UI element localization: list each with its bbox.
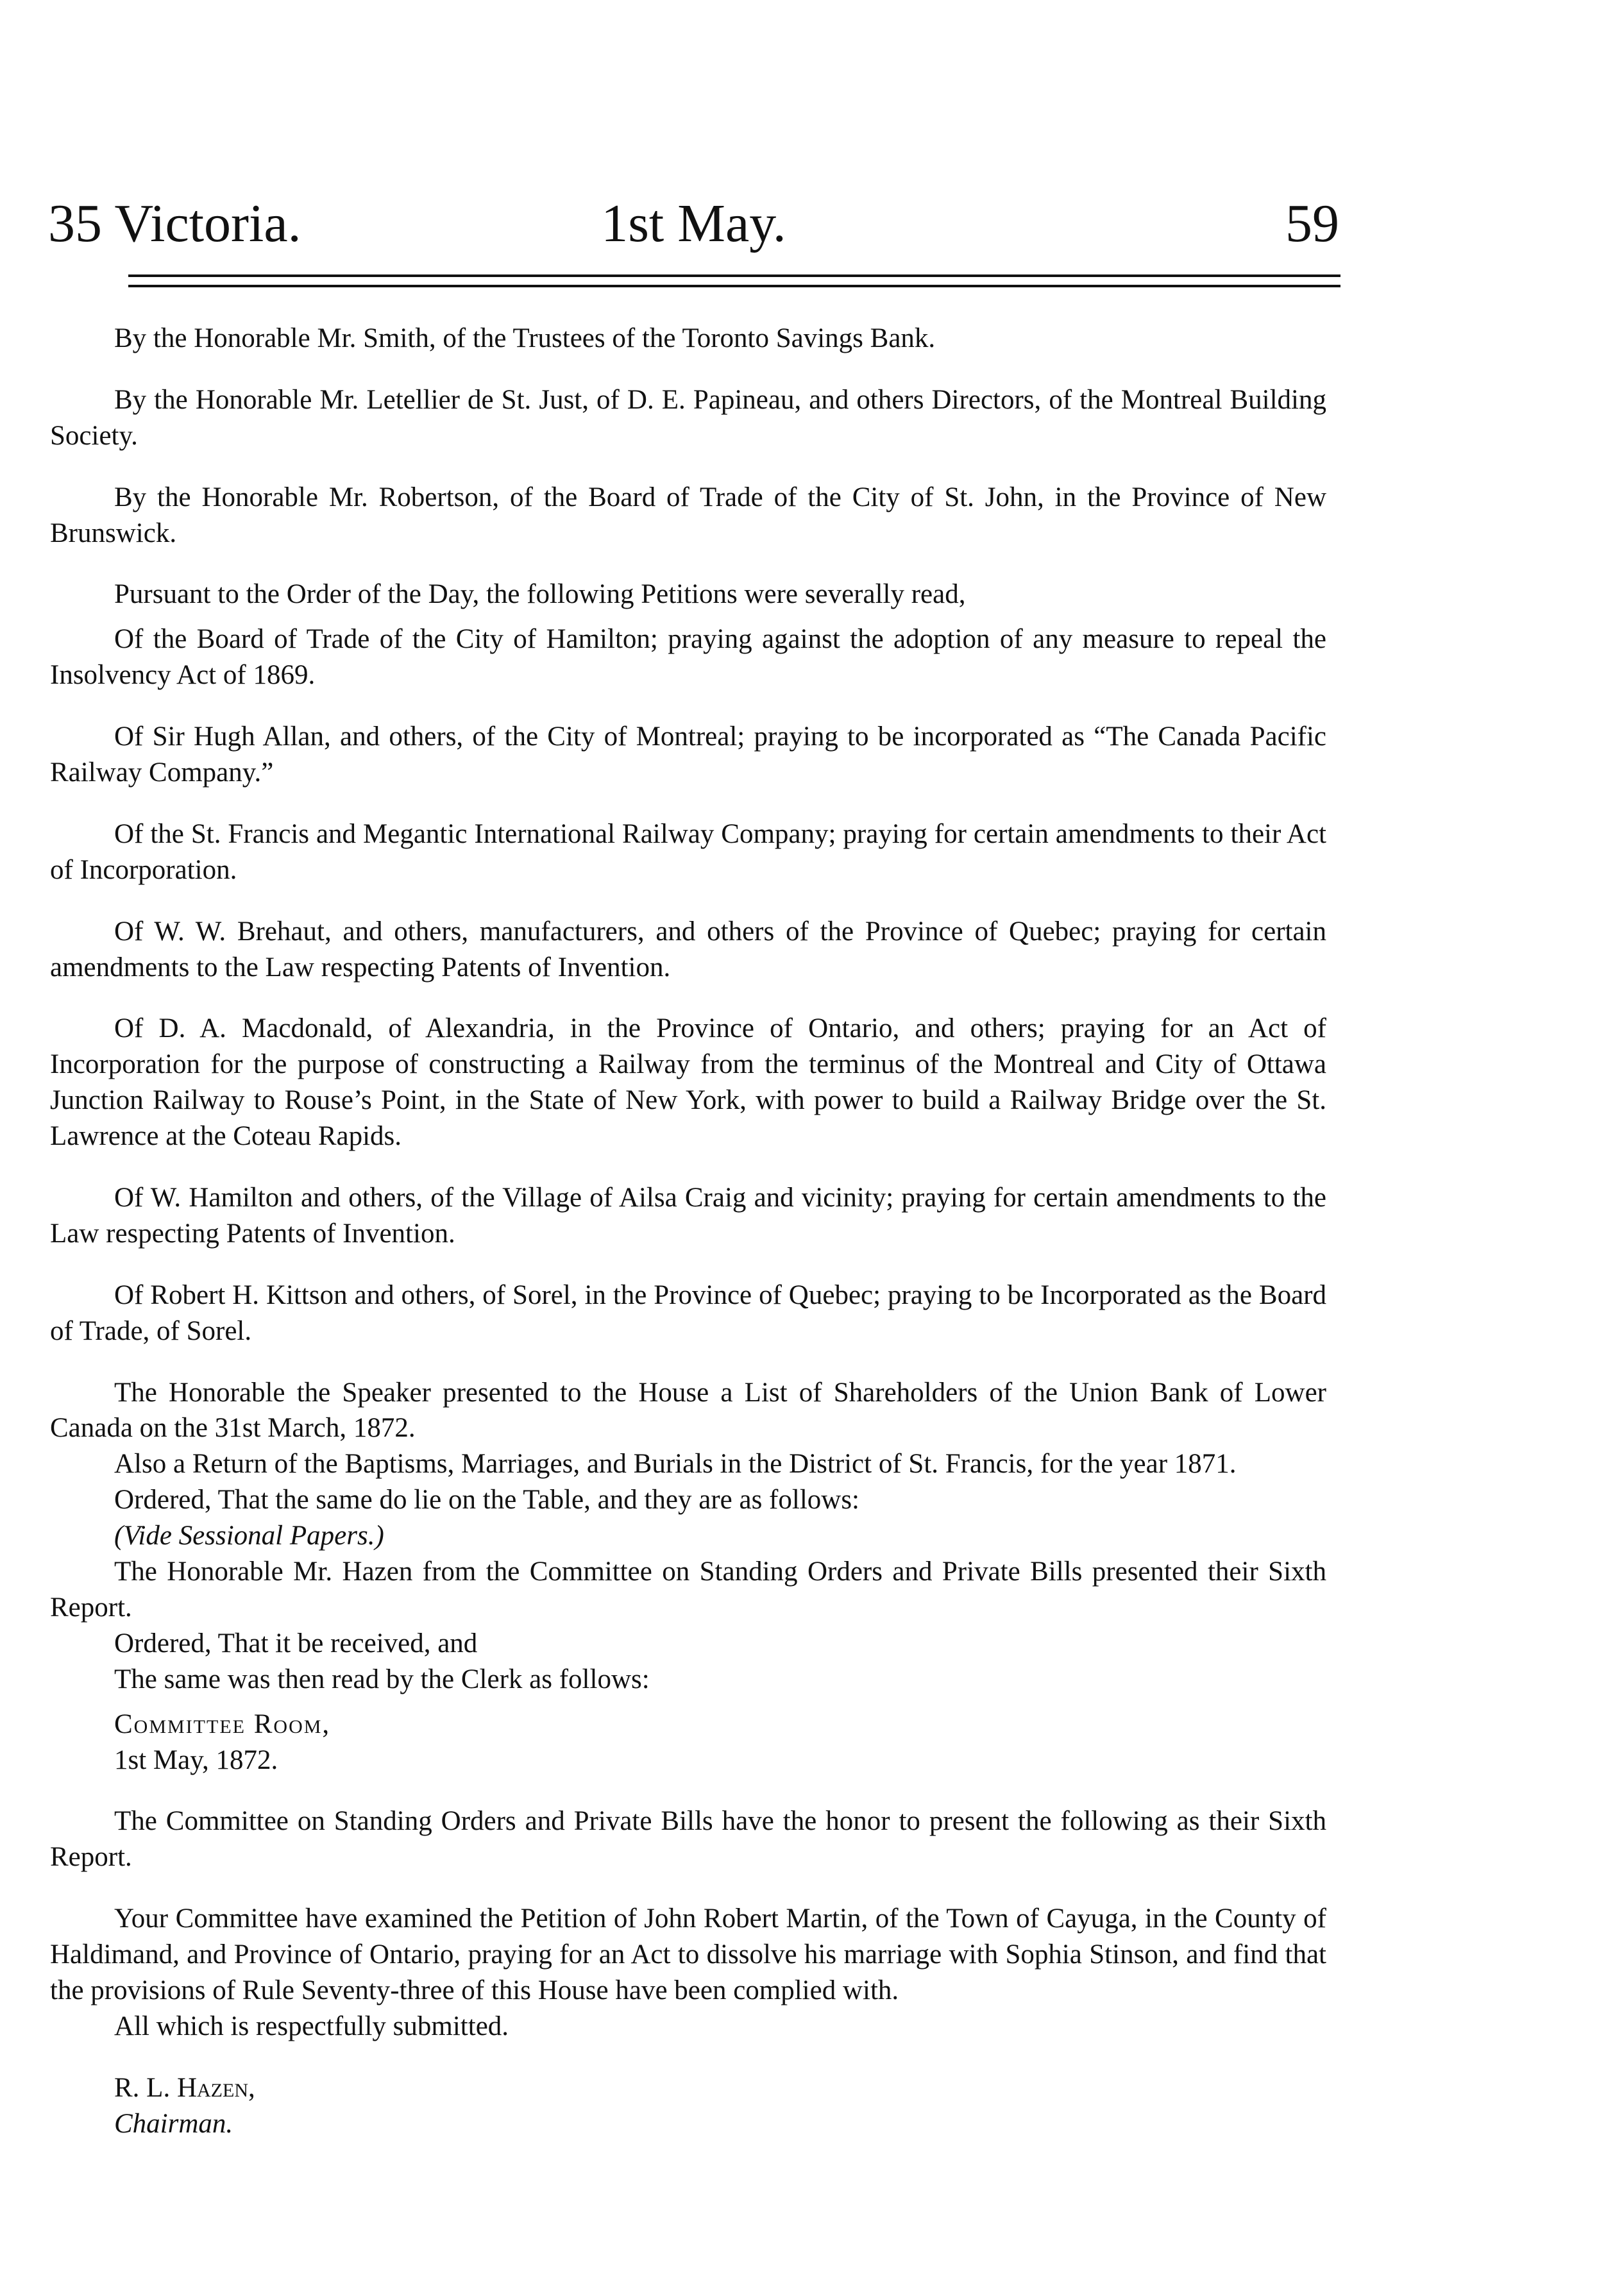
paragraph: By the Honorable Mr. Smith, of the Trustees of the Toronto Savings Bank. bbox=[114, 323, 936, 353]
paragraph: Pursuant to the Order of the Day, the following Petitions were severally read, bbox=[114, 579, 966, 610]
signature-name-text: R. L. Hazen, bbox=[114, 2072, 255, 2103]
signature-title-text: Chairman. bbox=[114, 2108, 233, 2139]
paragraph: Of the St. Francis and Megantic International Railway Company; praying for certain amendments to their Act of Incorporation. bbox=[50, 818, 1326, 885]
paragraph: The Honorable the Speaker presented to the House a List of Shareholders of the Union Bank of Lower Canada on the 31st March, 1872. bbox=[50, 1377, 1326, 1444]
paragraph: Of D. A. Macdonald, of Alexandria, in the Province of Ontario, and others; praying for an Act of Incorporation for the purpose of constructing a Railway from the terminus of the Montreal and City of Ottawa Junction Railway to Rouse’s Point, in the State of New York, with power to build a Railway Bridge over the St. Lawrence at the Coteau Rapids. bbox=[50, 1013, 1326, 1152]
signature-name bbox=[50, 2070, 1326, 2106]
paragraph: Also a Return of the Baptisms, Marriages, and Burials in the District of St. Francis, for the year 1871. bbox=[114, 1449, 1237, 1480]
paragraph: Of the Board of Trade of the City of Hamilton; praying against the adoption of any measure to repeal the Insolvency Act of 1869. bbox=[50, 624, 1326, 691]
header-double-rule bbox=[128, 274, 1340, 295]
header-date: 1st May. bbox=[601, 194, 786, 253]
paragraph: By the Honorable Mr. Letellier de St. Just, of D. E. Papineau, and others Directors, of the Montreal Building Society. bbox=[50, 384, 1326, 451]
paragraph: The same was then read by the Clerk as follows: bbox=[114, 1664, 650, 1694]
paragraph: Of Robert H. Kittson and others, of Sorel, in the Province of Quebec; praying to be Incorporated as the Board of Trade, of Sorel. bbox=[50, 1279, 1326, 1346]
committee-room bbox=[50, 1707, 1326, 1743]
paragraph: By the Honorable Mr. Robertson, of the Board of Trade of the City of St. John, in the Province of New Brunswick. bbox=[50, 482, 1326, 548]
page-header bbox=[48, 192, 1339, 269]
committee-room-text: Committee Room, bbox=[114, 1709, 331, 1739]
paragraph: Ordered, That it be received, and bbox=[114, 1628, 478, 1659]
signature-title bbox=[50, 2106, 1326, 2142]
paragraph: All which is respectfully submitted. bbox=[114, 2011, 509, 2041]
paragraph: The Honorable Mr. Hazen from the Committee on Standing Orders and Private Bills presented their Sixth Report. bbox=[50, 1557, 1326, 1623]
paragraph: Of Sir Hugh Allan, and others, of the City of Montreal; praying to be incorporated as “The Canada Pacific Railway Company.” bbox=[50, 722, 1326, 788]
rule-line bbox=[128, 274, 1340, 277]
report-date: 1st May, 1872. bbox=[114, 1744, 278, 1775]
page-number: 59 bbox=[1285, 194, 1339, 253]
header-volume: 35 Victoria. bbox=[48, 194, 301, 253]
paragraph: The Committee on Standing Orders and Private Bills have the honor to present the following as their Sixth Report. bbox=[50, 1806, 1326, 1873]
paragraph: Your Committee have examined the Petition of John Robert Martin, of the Town of Cayuga, in the County of Haldimand, and Province of Ontario, praying for an Act to dissolve his marriage with Sophia Stinson, and find that the provisions of Rule Seventy-three of this House have been complied with. bbox=[50, 1903, 1326, 2005]
paragraph: Of W. Hamilton and others, of the Village of Ailsa Craig and vicinity; praying for certain amendments to the Law respecting Patents of Invention. bbox=[50, 1183, 1326, 1249]
rule-line bbox=[128, 285, 1340, 287]
page-body bbox=[50, 321, 1326, 2142]
paragraph: Ordered, That the same do lie on the Table, and they are as follows: bbox=[114, 1485, 860, 1515]
paragraph: Of W. W. Brehaut, and others, manufacturers, and others of the Province of Quebec; praying for certain amendments to the Law respecting Patents of Invention. bbox=[50, 916, 1326, 983]
vide-reference: (Vide Sessional Papers.) bbox=[114, 1521, 384, 1551]
